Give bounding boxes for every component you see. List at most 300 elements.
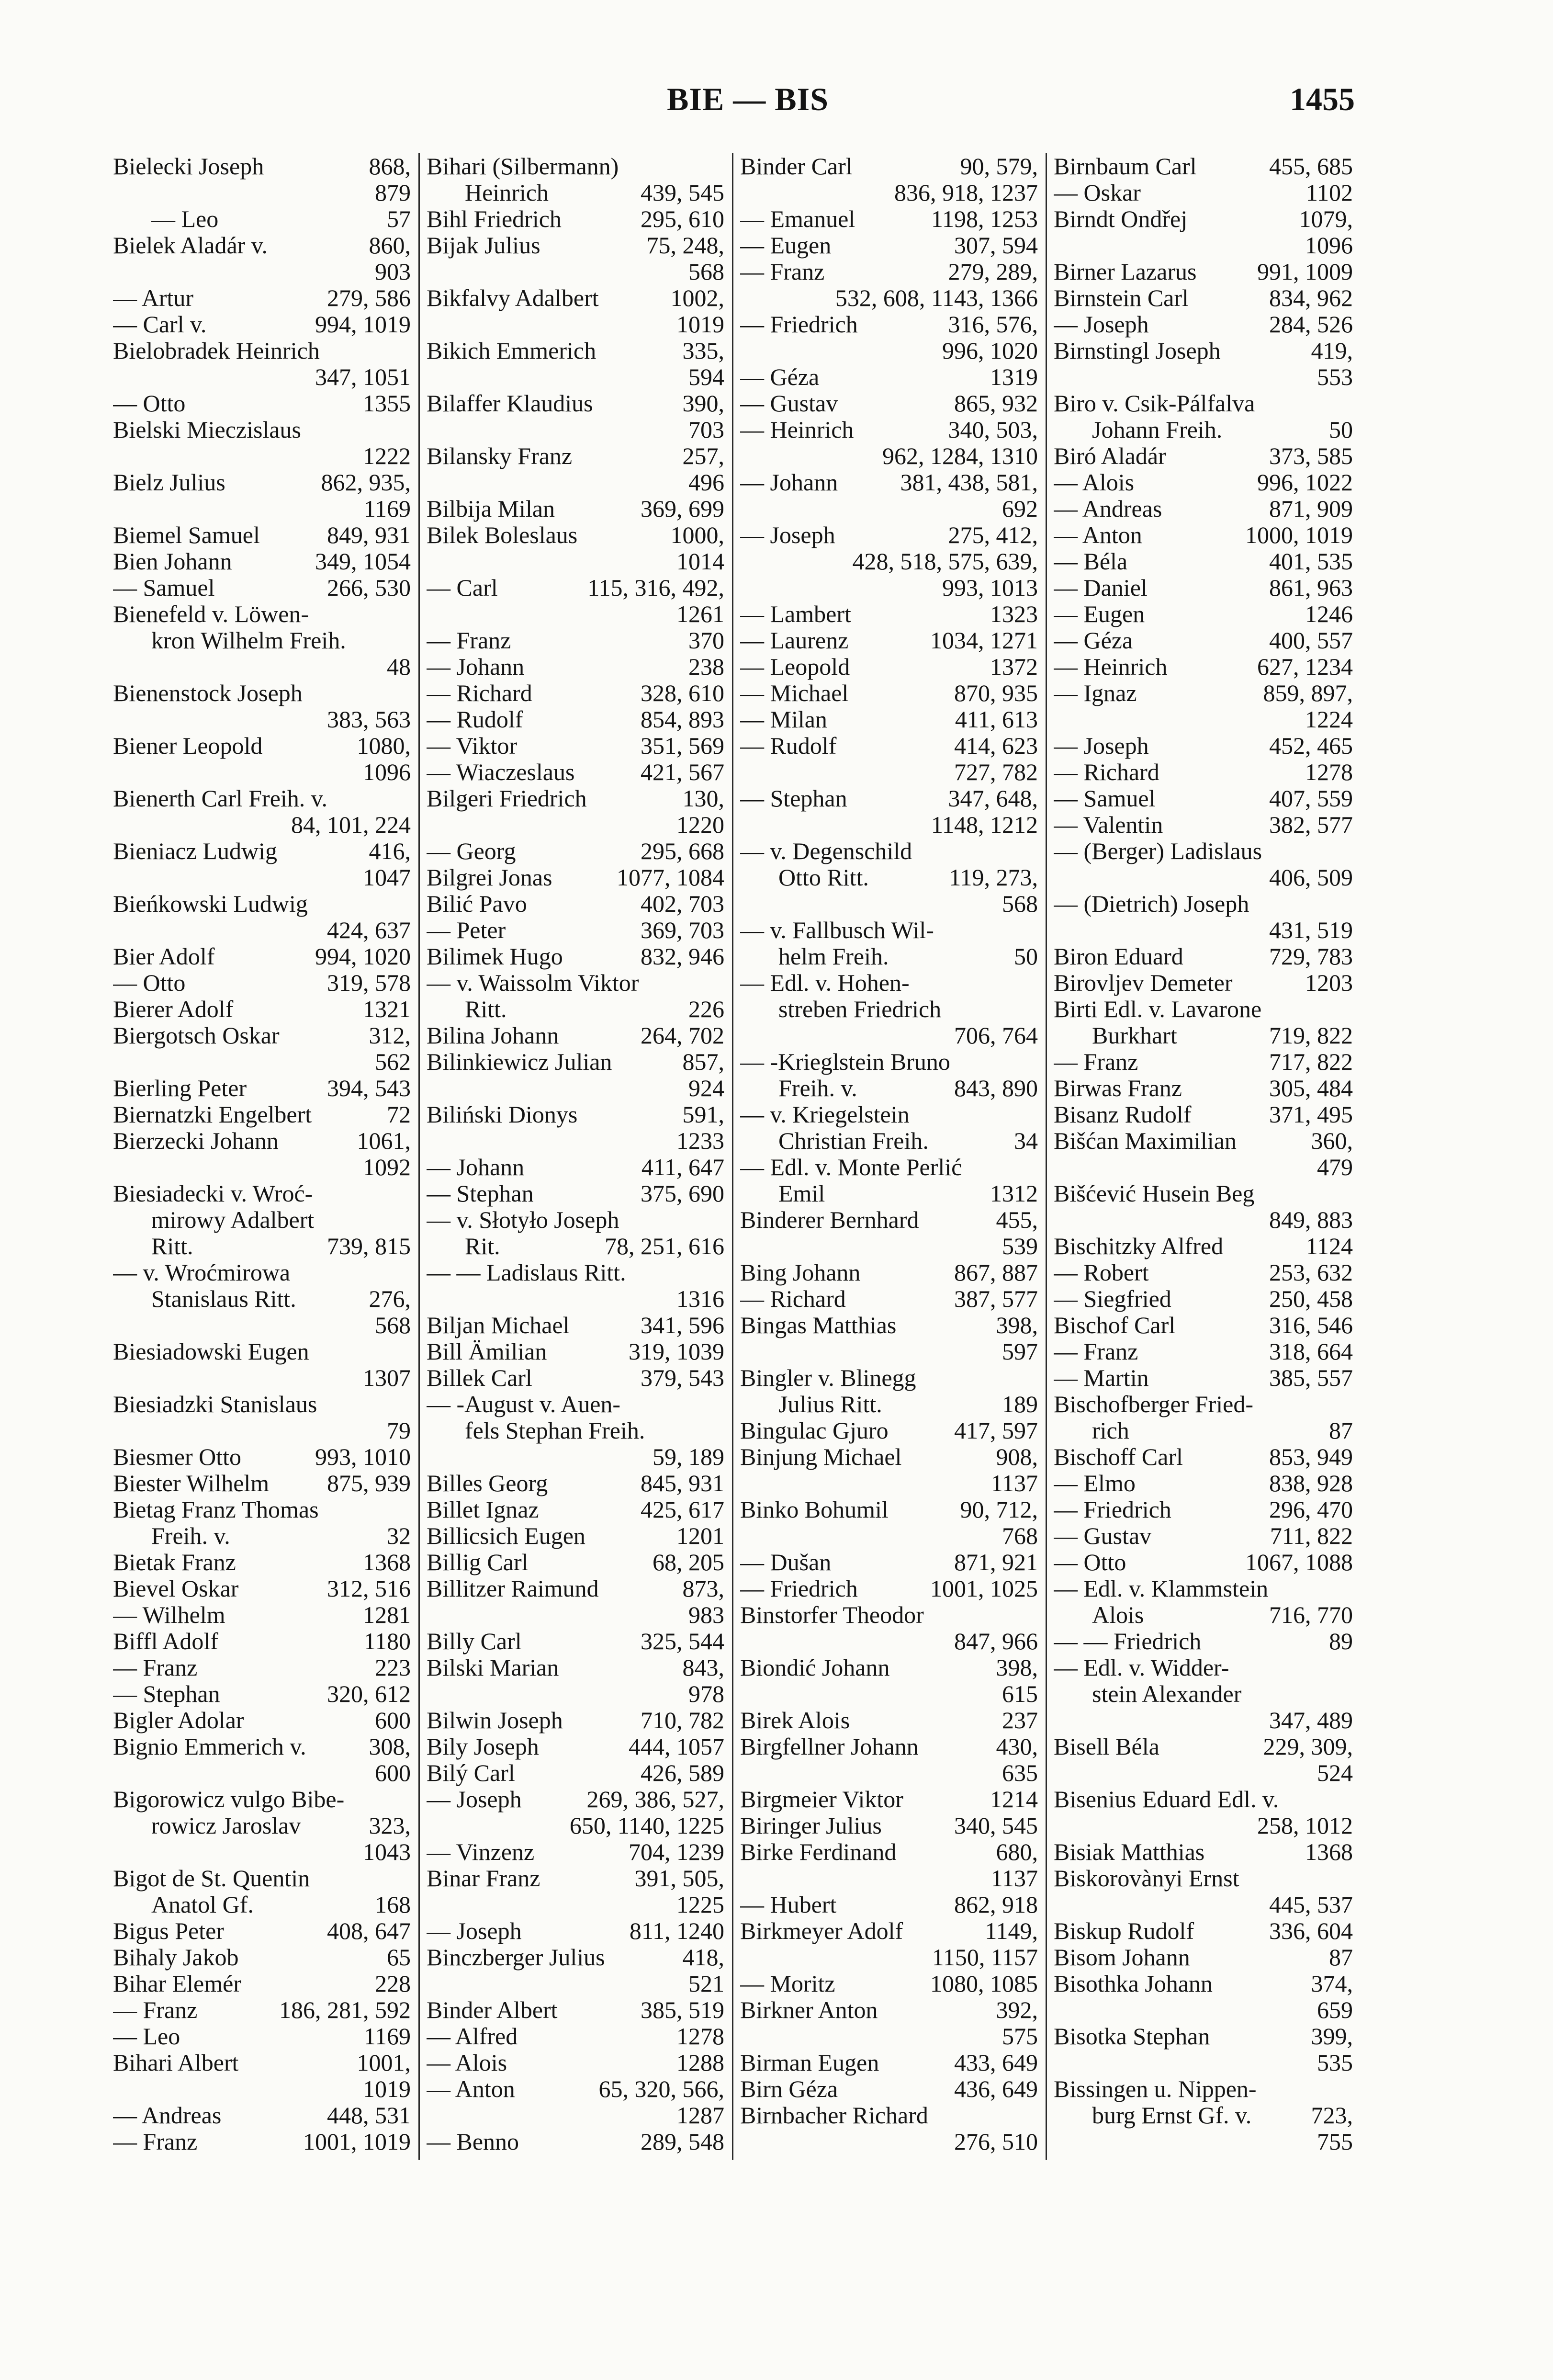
entry-page-refs: 1061,	[357, 1127, 411, 1154]
index-entry	[113, 680, 411, 733]
entry-line	[427, 1286, 724, 1312]
entry-line	[113, 1628, 411, 1655]
entry-page-refs: 391, 505,	[634, 1865, 724, 1892]
entry-name: Birgfellner Johann	[740, 1734, 919, 1760]
entry-page-refs: 978	[688, 1680, 724, 1707]
entry-page-refs: 983	[688, 1601, 724, 1628]
entry-line	[740, 1602, 1038, 1628]
index-entry	[740, 206, 1038, 232]
index-entry	[740, 970, 1038, 1049]
entry-page-refs: 417, 597	[954, 1417, 1038, 1444]
entry-name: Biró Aladár	[1054, 443, 1166, 469]
index-entry	[740, 1997, 1038, 2050]
index-entry	[1054, 469, 1353, 496]
entry-line	[113, 1681, 411, 1707]
entry-line	[427, 680, 724, 706]
entry-name: Bišćan Maximilian	[1054, 1128, 1237, 1154]
entry-line	[740, 891, 1038, 917]
entry-line	[740, 496, 1038, 522]
index-entry	[427, 1549, 724, 1575]
entry-line	[113, 2129, 411, 2155]
index-entry	[1054, 996, 1353, 1049]
entry-line	[427, 1391, 724, 1417]
entry-line	[1054, 1760, 1353, 1786]
entry-line	[740, 1312, 1038, 1338]
entry-page-refs: 575	[1002, 2023, 1038, 2050]
entry-page-refs: 323,	[369, 1812, 411, 1839]
entry-name: — Anton	[1054, 522, 1142, 548]
entry-page-refs: 312, 516	[327, 1575, 411, 1602]
entry-line	[113, 311, 411, 338]
entry-name: Christian Freih.	[778, 1128, 929, 1154]
index-entry	[113, 1391, 411, 1444]
index-entry	[740, 1971, 1038, 1997]
entry-name: — Samuel	[113, 575, 215, 601]
entry-line	[113, 996, 411, 1022]
entry-page-refs: 418,	[682, 1944, 724, 1971]
entry-line	[740, 1865, 1038, 1892]
entry-page-refs: 258, 1012	[1257, 1812, 1353, 1839]
entry-name: Birti Edl. v. Lavarone	[1054, 996, 1262, 1022]
entry-name: Biernatzki Engelbert	[113, 1101, 312, 1128]
entry-page-refs: 1150, 1157	[932, 1944, 1038, 1971]
entry-name: Bielek Aladár v.	[113, 232, 268, 259]
entry-line	[113, 496, 411, 522]
entry-name: Johann Freih.	[1092, 417, 1223, 443]
index-entry	[113, 970, 411, 996]
entry-page-refs: 1169	[363, 2023, 411, 2050]
entry-page-refs: 223	[375, 1654, 411, 1681]
entry-page-refs: 407, 559	[1269, 785, 1353, 812]
entry-page-refs: 228	[375, 1970, 411, 1997]
entry-line	[740, 1444, 1038, 1470]
entry-line	[1054, 1549, 1353, 1575]
index-entry	[1054, 654, 1353, 680]
entry-page-refs: 32	[387, 1522, 411, 1549]
entry-line	[113, 417, 411, 443]
entry-line	[740, 1997, 1038, 2023]
index-entry	[740, 1839, 1038, 1892]
entry-name: Bietak Franz	[113, 1549, 236, 1575]
entry-name: Stanislaus Ritt.	[151, 1286, 296, 1312]
entry-line	[740, 943, 1038, 970]
entry-name: Bilina Johann	[427, 1022, 559, 1049]
index-entry	[113, 153, 411, 232]
index-entry	[740, 601, 1038, 627]
entry-line	[1054, 575, 1353, 601]
entry-page-refs: 448, 531	[327, 2102, 411, 2129]
entry-page-refs: 845, 931	[641, 1470, 724, 1496]
entry-name: Bieniacz Ludwig	[113, 838, 277, 864]
entry-line	[113, 1180, 411, 1207]
entry-line	[113, 390, 411, 417]
entry-page-refs: 336, 604	[1269, 1917, 1353, 1944]
entry-line	[427, 1417, 724, 1444]
entry-line	[740, 1154, 1038, 1180]
index-entry	[113, 2102, 411, 2129]
entry-line	[740, 864, 1038, 891]
entry-name: — Viktor	[427, 733, 518, 759]
index-entry	[113, 1865, 411, 1918]
index-entry	[1054, 285, 1353, 311]
entry-name: Bisenius Eduard Edl. v.	[1054, 1786, 1279, 1813]
entry-line	[1054, 943, 1353, 970]
entry-page-refs: 1096	[1305, 232, 1353, 259]
index-entry	[1054, 1575, 1353, 1628]
entry-name: — Otto	[113, 390, 186, 417]
entry-name: — Gustav	[740, 390, 838, 417]
entry-line	[740, 1496, 1038, 1523]
index-entry	[427, 1944, 724, 1997]
entry-line	[113, 1602, 411, 1628]
entry-line	[427, 1734, 724, 1760]
index-entry	[740, 1207, 1038, 1259]
entry-line	[113, 1839, 411, 1865]
entry-name: Birke Ferdinand	[740, 1839, 897, 1865]
entry-line	[740, 996, 1038, 1022]
entry-line	[1054, 1786, 1353, 1813]
index-entry	[1054, 1338, 1353, 1365]
entry-line	[1054, 706, 1353, 733]
entry-page-refs: 1124	[1305, 1233, 1353, 1259]
entry-name: Birner Lazarus	[1054, 259, 1197, 285]
entry-name: Anatol Gf.	[151, 1892, 254, 1918]
entry-line	[1054, 1707, 1353, 1734]
entry-line	[427, 917, 724, 943]
entry-line	[740, 1892, 1038, 1918]
entry-line	[113, 1259, 411, 1286]
entry-name: — Johann	[427, 1154, 525, 1180]
entry-line	[113, 1470, 411, 1496]
entry-name: — Béla	[1054, 548, 1128, 575]
entry-line	[740, 259, 1038, 285]
index-entry	[1054, 627, 1353, 654]
entry-line	[113, 2050, 411, 2076]
entry-name: Binczberger Julius	[427, 1944, 605, 1971]
entry-line	[1054, 1655, 1353, 1681]
entry-name: Bikfalvy Adalbert	[427, 285, 599, 311]
entry-line	[1054, 180, 1353, 206]
index-entry	[427, 285, 724, 338]
entry-line	[113, 1971, 411, 1997]
entry-line	[113, 206, 411, 232]
entry-page-refs: 716, 770	[1269, 1601, 1353, 1628]
index-entry	[113, 2050, 411, 2102]
index-entry	[1054, 338, 1353, 390]
entry-page-refs: 627, 1234	[1257, 653, 1353, 680]
entry-line	[1054, 469, 1353, 496]
entry-page-refs: 600	[375, 1759, 411, 1786]
index-entry	[427, 206, 724, 232]
entry-page-refs: 1019	[676, 311, 724, 338]
entry-line	[740, 338, 1038, 364]
index-entry	[427, 864, 724, 891]
entry-page-refs: 253, 632	[1269, 1259, 1353, 1286]
index-entry	[427, 1734, 724, 1760]
index-entry	[1054, 1655, 1353, 1734]
entry-name: — Milan	[740, 706, 827, 733]
index-entry	[427, 1839, 724, 1865]
index-entry	[113, 417, 411, 469]
entry-line	[740, 1417, 1038, 1444]
entry-name: Birndt Ondřej	[1054, 206, 1188, 232]
entry-page-refs: 439, 545	[641, 179, 724, 206]
entry-line	[427, 2076, 724, 2102]
entry-page-refs: 385, 519	[641, 1996, 724, 2023]
entry-name: — Edl. v. Widder-	[1054, 1655, 1229, 1681]
entry-line	[427, 206, 724, 232]
entry-line	[1054, 1944, 1353, 1971]
index-entry	[427, 232, 724, 285]
entry-page-refs: 1000, 1019	[1245, 521, 1353, 548]
index-entry	[427, 1655, 724, 1707]
entry-line	[1054, 1417, 1353, 1444]
entry-name: Bišćević Husein Beg	[1054, 1180, 1255, 1207]
entry-name: — Friedrich	[740, 1575, 858, 1602]
entry-page-refs: 59, 189	[653, 1443, 724, 1470]
entry-name: Biskup Rudolf	[1054, 1918, 1194, 1944]
entry-page-refs: 369, 699	[641, 495, 724, 522]
index-entry	[740, 1312, 1038, 1365]
index-entry	[427, 1338, 724, 1365]
index-entry	[113, 838, 411, 891]
entry-name: — Géza	[1054, 627, 1133, 654]
index-entry	[1054, 601, 1353, 627]
index-entry	[740, 785, 1038, 838]
entry-page-refs: 371, 495	[1269, 1101, 1353, 1128]
entry-name: — Heinrich	[1054, 654, 1168, 680]
entry-page-refs: 532, 608, 1143, 1366	[835, 284, 1038, 311]
entry-line	[427, 285, 724, 311]
index-entry	[1054, 970, 1353, 996]
entry-page-refs: 419,	[1311, 337, 1353, 364]
entry-line	[740, 654, 1038, 680]
entry-line	[1054, 548, 1353, 575]
entry-page-refs: 873,	[682, 1575, 724, 1602]
entry-line	[1054, 1971, 1353, 1997]
entry-page-refs: 1079,	[1299, 205, 1353, 232]
entry-page-refs: 993, 1013	[942, 574, 1038, 601]
entry-line	[113, 1233, 411, 1259]
entry-name: Bilinkiewicz Julian	[427, 1049, 612, 1075]
entry-name: — Leo	[151, 206, 219, 232]
entry-name: fels Stephan Freih.	[465, 1417, 645, 1444]
entry-line	[740, 390, 1038, 417]
entry-line	[1054, 1470, 1353, 1496]
entry-name: Binko Bohumil	[740, 1496, 889, 1523]
index-entry	[1054, 1918, 1353, 1944]
entry-line	[740, 1655, 1038, 1681]
entry-name: Alois	[1092, 1602, 1144, 1628]
entry-name: — Laurenz	[740, 627, 849, 654]
entry-name: — Stephan	[740, 785, 847, 812]
entry-page-refs: 68, 205	[653, 1549, 724, 1575]
entry-page-refs: 229, 309,	[1263, 1733, 1353, 1760]
entry-page-refs: 424, 637	[327, 917, 411, 943]
entry-line	[427, 1365, 724, 1391]
entry-name: Birnbacher Richard	[740, 2102, 928, 2129]
entry-page-refs: 870, 935	[954, 680, 1038, 706]
entry-line	[113, 2076, 411, 2102]
entry-line	[1054, 1049, 1353, 1075]
entry-line	[1054, 1734, 1353, 1760]
entry-name: Birgmeier Viktor	[740, 1786, 903, 1813]
entry-line	[427, 1997, 724, 2023]
entry-line	[113, 1365, 411, 1391]
index-column-1	[106, 153, 420, 2160]
entry-page-refs: 382, 577	[1269, 811, 1353, 838]
entry-page-refs: 411, 647	[641, 1154, 724, 1180]
entry-page-refs: 394, 543	[327, 1075, 411, 1101]
entry-line	[740, 1101, 1038, 1128]
index-entry	[427, 575, 724, 627]
entry-page-refs: 325, 544	[641, 1628, 724, 1655]
index-entry	[740, 706, 1038, 733]
entry-name: — Rudolf	[740, 733, 837, 759]
entry-page-refs: 186, 281, 592	[279, 1996, 411, 2023]
index-entry	[113, 1707, 411, 1734]
entry-name: Bielecki Joseph	[113, 153, 264, 180]
entry-page-refs: 119, 273,	[949, 864, 1038, 891]
entry-page-refs: 1222	[363, 442, 411, 469]
entry-page-refs: 553	[1317, 363, 1353, 390]
entry-page-refs: 1096	[363, 759, 411, 785]
entry-line	[113, 153, 411, 180]
entry-page-refs: 34	[1014, 1127, 1038, 1154]
entry-line	[1054, 1839, 1353, 1865]
entry-name: Biesiadzki Stanislaus	[113, 1391, 317, 1417]
index-entry	[113, 733, 411, 785]
index-entry	[113, 1575, 411, 1602]
entry-page-refs: 723,	[1311, 2102, 1353, 2129]
entry-page-refs: 341, 596	[641, 1312, 724, 1338]
entry-line	[113, 1207, 411, 1233]
entry-page-refs: 426, 589	[641, 1759, 724, 1786]
entry-page-refs: 1047	[363, 864, 411, 891]
entry-page-refs: 859, 897,	[1263, 680, 1353, 706]
entry-page-refs: 1220	[676, 811, 724, 838]
entry-line	[427, 364, 724, 390]
entry-line	[1054, 1444, 1353, 1470]
entry-page-refs: 370	[688, 627, 724, 654]
index-entry	[113, 522, 411, 548]
entry-page-refs: 924	[688, 1075, 724, 1101]
entry-line	[1054, 1523, 1353, 1549]
entry-page-refs: 89	[1329, 1628, 1353, 1655]
entry-name: — Vinzenz	[427, 1839, 535, 1865]
entry-page-refs: 996, 1022	[1257, 469, 1353, 496]
entry-line	[740, 180, 1038, 206]
entry-name: Birkmeyer Adolf	[740, 1918, 903, 1944]
entry-line	[740, 601, 1038, 627]
entry-line	[740, 680, 1038, 706]
entry-line	[427, 1338, 724, 1365]
entry-name: Emil	[778, 1180, 825, 1207]
entry-line	[427, 996, 724, 1022]
entry-name: — Gustav	[1054, 1523, 1152, 1549]
entry-line	[113, 864, 411, 891]
entry-name: Bietag Franz Thomas	[113, 1496, 319, 1523]
entry-name: Birnbaum Carl	[1054, 153, 1197, 180]
entry-line	[740, 733, 1038, 759]
entry-page-refs: 1321	[363, 996, 411, 1022]
entry-page-refs: 594	[688, 363, 724, 390]
entry-page-refs: 347, 1051	[315, 363, 411, 390]
entry-line	[740, 627, 1038, 654]
entry-line	[740, 364, 1038, 390]
entry-name: Bisotka Stephan	[1054, 2023, 1210, 2050]
entry-line	[113, 1813, 411, 1839]
entry-name: Bier Adolf	[113, 943, 215, 970]
entry-page-refs: 436, 649	[954, 2075, 1038, 2102]
entry-page-refs: 279, 586	[327, 284, 411, 311]
entry-name: Biemel Samuel	[113, 522, 260, 548]
entry-line	[1054, 1101, 1353, 1128]
index-entry	[740, 2076, 1038, 2102]
index-entry	[740, 1918, 1038, 1971]
entry-line	[113, 1049, 411, 1075]
entry-page-refs: 600	[375, 1707, 411, 1734]
entry-name: — Valentin	[1054, 812, 1163, 838]
entry-name: Biskorovànyi Ernst	[1054, 1865, 1239, 1892]
entry-name: Heinrich	[465, 180, 549, 206]
entry-line	[113, 838, 411, 864]
entry-page-refs: 853, 949	[1269, 1443, 1353, 1470]
entry-line	[740, 1523, 1038, 1549]
entry-line	[427, 1259, 724, 1286]
entry-line	[113, 1918, 411, 1944]
entry-line	[427, 2050, 724, 2076]
entry-line	[1054, 1602, 1353, 1628]
entry-line	[113, 1734, 411, 1760]
index-entry	[1054, 1549, 1353, 1575]
entry-line	[113, 654, 411, 680]
entry-line	[740, 1707, 1038, 1734]
entry-page-refs: 1201	[676, 1522, 724, 1549]
index-column-2	[420, 153, 733, 2160]
entry-line	[740, 838, 1038, 864]
index-entry	[427, 706, 724, 733]
entry-line	[427, 1760, 724, 1786]
index-entry	[113, 996, 411, 1022]
entry-page-refs: 340, 503,	[948, 416, 1038, 443]
entry-name: — Richard	[427, 680, 532, 706]
entry-page-refs: 414, 623	[954, 732, 1038, 759]
index-entry	[1054, 1444, 1353, 1470]
entry-line	[740, 970, 1038, 996]
entry-line	[113, 1101, 411, 1128]
entry-line	[427, 232, 724, 259]
index-entry	[1054, 891, 1353, 943]
entry-name: Bienerth Carl Freih. v.	[113, 785, 328, 812]
entry-name: Bilansky Franz	[427, 443, 573, 469]
entry-page-refs: 1288	[676, 2049, 724, 2076]
entry-page-refs: 1319	[990, 363, 1038, 390]
entry-line	[113, 1997, 411, 2023]
entry-name: Bihaly Jakob	[113, 1944, 239, 1971]
entry-name: stein Alexander	[1092, 1681, 1242, 1707]
entry-name: — Franz	[740, 259, 825, 285]
entry-name: Binar Franz	[427, 1865, 540, 1892]
index-entry	[113, 1128, 411, 1180]
entry-line	[427, 943, 724, 970]
entry-line	[1054, 153, 1353, 180]
entry-name: Biron Eduard	[1054, 943, 1183, 970]
index-entry	[1054, 1259, 1353, 1286]
entry-name: — Stephan	[113, 1681, 220, 1707]
entry-line	[113, 1417, 411, 1444]
entry-name: Birkner Anton	[740, 1997, 878, 2023]
